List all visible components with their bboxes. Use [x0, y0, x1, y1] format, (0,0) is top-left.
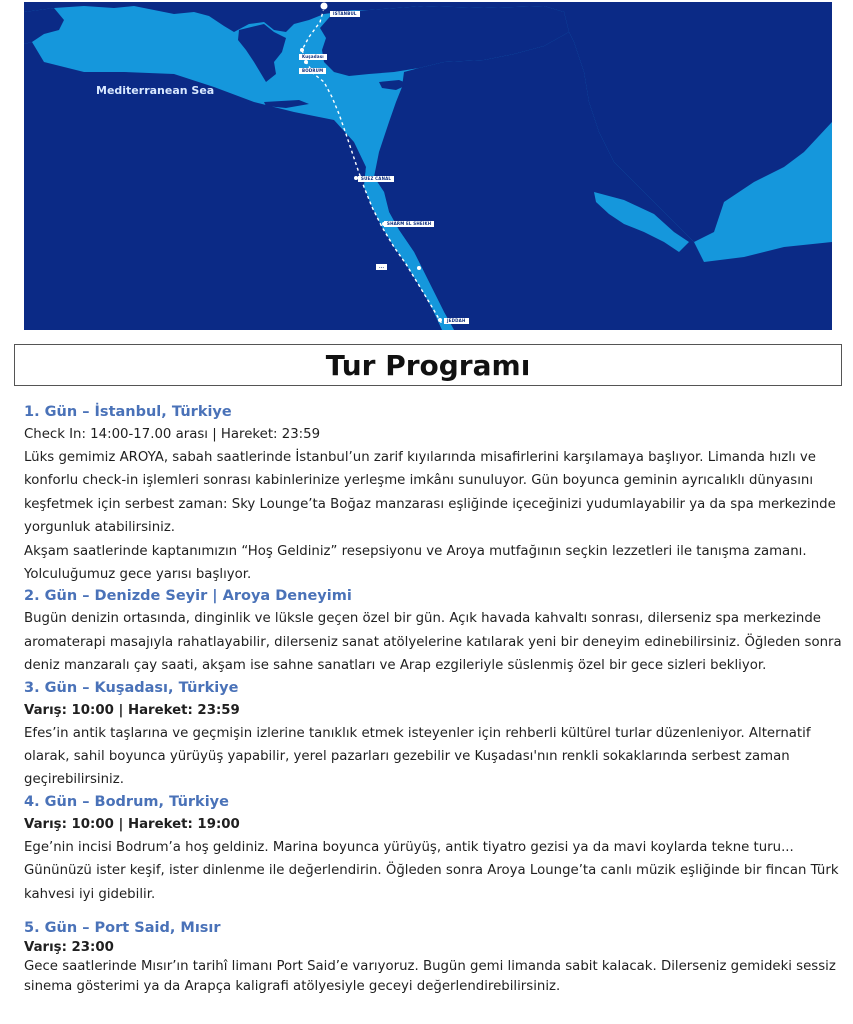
- port-dot: [304, 60, 308, 64]
- route-map: [24, 2, 832, 330]
- day-schedule: Varış: 10:00 | Hareket: 19:00: [24, 816, 240, 832]
- day-heading: 1. Gün – İstanbul, Türkiye: [24, 404, 232, 420]
- day-paragraph: Lüks gemimiz AROYA, sabah saatlerinde İstanbul’un zarif kıyılarında misafirlerini karşılamaya başlıyor. Limanda hızlı ve konforlu check-in işlemleri sonrası kabinlerinize yerleşme imkânı sunuluyor. Gün boyunca geminin ayrıcalıklı dünyasını keşfetmek için serbest zaman: Sky Lounge’ta Boğaz manzarası eşliğinde içeceğinizi yudumlayabilir ya da spa merkezinde yorgunluk atabilirsiniz.: [24, 450, 836, 536]
- port-label-bodrum: BODRUM: [299, 68, 326, 74]
- title-box: [14, 344, 842, 386]
- day-schedule: Varış: 10:00 | Hareket: 23:59: [24, 702, 240, 718]
- day-3: [24, 678, 844, 792]
- day-heading: 2. Gün – Denizde Seyir | Aroya Deneyimi: [24, 588, 352, 605]
- page-title: Tur Programı: [325, 348, 531, 382]
- day-schedule: Check In: 14:00-17.00 arası | Hareket: 23:59: [24, 427, 321, 442]
- port-dot: [300, 48, 304, 52]
- sea-label: Mediterranean Sea: [96, 84, 215, 97]
- port-label-sharm-el-sheikh: SHARM EL SHEIKH: [384, 221, 434, 227]
- day-paragraph: Akşam saatlerinde kaptanımızın “Hoş Geldiniz” resepsiyonu ve Aroya mutfağının seçkin lezzetleri ile tanışma zamanı. Yolculuğumuz gece yarısı başlıyor.: [24, 543, 807, 583]
- route-map-graphic: [24, 2, 832, 330]
- day-paragraph: Ege’nin incisi Bodrum’a hoş geldiniz. Marina boyunca yürüyüş, antik tiyatro gezisi ya da mavi koylarda tekne turu... Gününüzü ister keşif, ister dinlenme ile değerlendirin. Öğleden sonra Aroya Lounge’ta canlı müzik eşliğinde bir fincan Türk kahvesi iyi gidebilir.: [24, 839, 839, 902]
- port-dot: [417, 266, 421, 270]
- day-schedule: Varış: 23:00: [24, 940, 114, 956]
- port-label-kusadasi: Kuşadası: [299, 54, 327, 60]
- day-heading: 4. Gün – Bodrum, Türkiye: [24, 793, 229, 810]
- port-dot: [438, 318, 442, 322]
- port-label-jeddah: JEDDAH: [444, 318, 469, 324]
- port-label-istanbul: ISTANBUL: [330, 11, 360, 17]
- day-1: [24, 402, 844, 586]
- day-paragraph: Bugün denizin ortasında, dinginlik ve lüksle geçen özel bir gün. Açık havada kahvaltı sonrası, dilerseniz spa merkezinde aromaterapi masajıyla rahatlayabilir, dilerseniz sanat atölyelerine katılarak yeni bir deneyim edinebilirsiniz. Öğleden sonra deniz manzaralı çay saati, akşam ise sahne sanatları ve Arap ezgileriyle süslenmiş özel bir gece sizleri bekliyor.: [24, 611, 842, 674]
- day-heading: 5. Gün – Port Said, Mısır: [24, 920, 221, 937]
- port-label-small: ...: [376, 264, 387, 270]
- port-label-suez-canal: SUEZ CANAL: [358, 176, 394, 182]
- day-4: [24, 792, 844, 906]
- tour-program: [24, 402, 844, 997]
- day-heading: 3. Gün – Kuşadası, Türkiye: [24, 679, 239, 696]
- start-marker-icon: [320, 2, 328, 10]
- day-5: [24, 918, 844, 997]
- day-paragraph: Efes’in antik taşlarına ve geçmişin izlerine tanıklık etmek isteyenler için rehberli kültürel turlar düzenleniyor. Alternatif olarak, sahil boyunca yürüyüş yapabilir, yerel pazarları gezebilir ve Kuşadası'nın renkli sokaklarında serbest zaman geçirebilirsiniz.: [24, 725, 811, 788]
- day-2: [24, 586, 844, 677]
- day-paragraph: Gece saatlerinde Mısır’ın tarihî limanı Port Said’e varıyoruz. Bugün gemi limanda sabit kalacak. Dilerseniz gemideki sessiz sinema gösterimi ya da Arapça kaligrafi atölyesiyle geceyi değerlendirebilirsiniz.: [24, 959, 836, 995]
